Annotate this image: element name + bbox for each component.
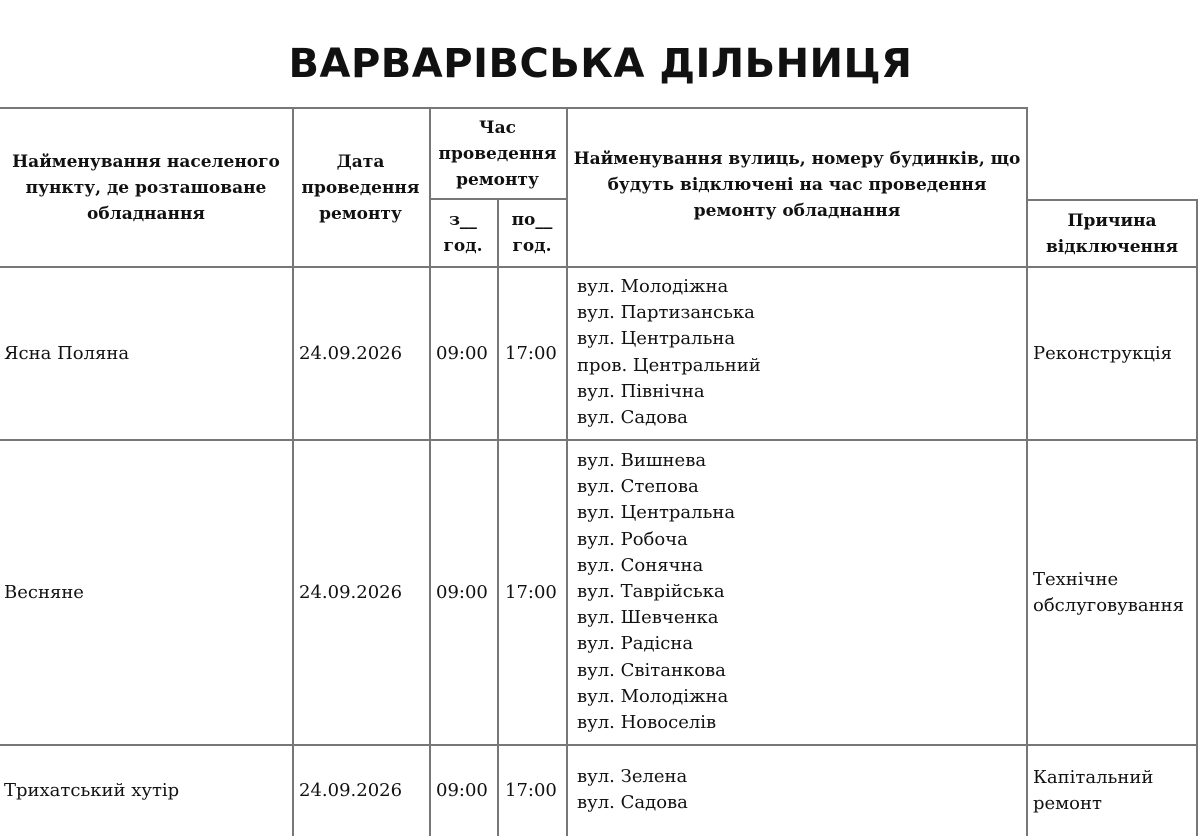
table-cell-from: 09:00 — [436, 780, 488, 801]
table-cell-settlement: Весняне — [4, 581, 84, 603]
header-settlement: Найменування населеного пункту, де розташоване обладнання — [12, 151, 280, 224]
table-cell-date: 24.09.2026 — [299, 780, 403, 801]
list-item: вул. Шевченка — [577, 607, 719, 629]
table-cell-from: 09:00 — [436, 342, 488, 364]
header-from: з__ год. — [443, 210, 483, 256]
table-cell-settlement: Трихатський хутір — [4, 780, 180, 801]
table-cell-reason: Капітальний ремонт — [1033, 767, 1154, 814]
street-list — [577, 274, 761, 431]
table-cell-from: 09:00 — [436, 581, 488, 603]
list-item: вул. Північна — [577, 380, 705, 402]
list-item: вул. Молодіжна — [577, 276, 729, 297]
list-item: вул. Світанкова — [577, 659, 726, 681]
street-list — [577, 448, 735, 736]
table-cell-date: 24.09.2026 — [299, 342, 403, 364]
table-cell-to: 17:00 — [505, 581, 557, 603]
table-cell-to: 17:00 — [505, 342, 557, 364]
list-item: вул. Зелена — [577, 766, 688, 787]
list-item: вул. Центральна — [577, 502, 736, 524]
list-item: вул. Центральна — [577, 328, 736, 350]
list-item: вул. Радісна — [577, 633, 694, 655]
street-list — [577, 764, 688, 816]
table-cell-to: 17:00 — [505, 780, 557, 801]
header-date: Дата проведення ремонту — [301, 151, 420, 224]
header-time: Час проведення ремонту — [438, 117, 557, 190]
header-reason: Причина відключення — [1046, 210, 1178, 257]
list-item: вул. Вишнева — [577, 450, 707, 471]
list-item: вул. Новоселів — [577, 712, 717, 734]
page-title: ВАРВАРІВСЬКА ДІЛЬНИЦЯ — [288, 41, 913, 87]
list-item: вул. Робоча — [577, 528, 688, 550]
list-item: вул. Партизанська — [577, 302, 755, 324]
list-item: вул. Садова — [577, 792, 688, 814]
list-item: вул. Таврійська — [577, 581, 725, 603]
table-cell-date: 24.09.2026 — [299, 581, 403, 603]
table-cell-reason: Реконструкція — [1033, 342, 1172, 364]
list-item: вул. Садова — [577, 407, 688, 429]
list-item: вул. Молодіжна — [577, 685, 729, 707]
list-item: пров. Центральний — [577, 354, 761, 376]
list-item: вул. Сонячна — [577, 554, 704, 576]
list-item: вул. Степова — [577, 476, 699, 498]
table-cell-reason: Технічне обслуговування — [1033, 568, 1184, 616]
header-streets: Найменування вулиць, номеру будинків, що будуть відключені на час проведення ремонту обладнання — [573, 149, 1021, 221]
header-to: по__ год. — [511, 210, 553, 256]
table-cell-settlement: Ясна Поляна — [4, 342, 130, 364]
